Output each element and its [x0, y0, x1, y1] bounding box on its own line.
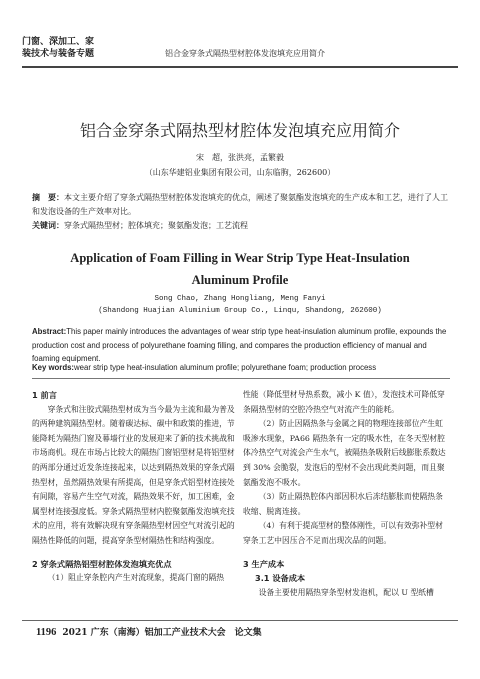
paper-title-en-line2: Aluminum Profile — [191, 273, 289, 287]
keywords-en-label: Key words: — [32, 363, 75, 372]
paper-title-en-line1: Application of Foam Filling in Wear Strip Type Heat-Insulation — [70, 251, 410, 265]
paper-title-cn: 铝合金穿条式隔热型材腔体发泡填充应用简介 — [79, 121, 400, 140]
paragraph: 设备主要使用隔热穿条型材发泡机，配以 U 型纸槽 — [258, 587, 434, 597]
keywords-cn-text: 穿条式隔热型材；腔体填充；聚氨酯发泡；工艺流程 — [64, 221, 248, 230]
running-title: 铝合金穿条式隔热型材腔体发泡填充应用简介 — [165, 49, 325, 58]
footer-rule — [22, 620, 458, 621]
affiliation-cn: （山东华建铝业集团有限公司，山东临朐，262600） — [144, 168, 336, 177]
page-number: 1196 — [36, 627, 57, 638]
subsection-heading-3-1: 3.1 设备成本 — [255, 573, 306, 584]
body-column-left — [32, 388, 237, 586]
journal-line-2: 装技术与装备专题 — [22, 49, 95, 59]
abstract-en-label: Abstract: — [32, 327, 67, 336]
abstract-cn-label: 摘 要： — [32, 193, 64, 202]
paragraph: 性能（降低型材导热系数，减小 K 值），发泡技术可降低穿条隔热型材的空腔冷热空气对流产生的能耗。 — [243, 390, 445, 414]
keywords-en — [32, 363, 450, 372]
authors-cn: 宋 超，张洪亮，孟繁毅 — [196, 153, 284, 162]
section-heading-1: 1 前言 — [32, 390, 57, 400]
keywords-cn-label: 关键词： — [32, 221, 64, 230]
paragraph: （1）阻止穿条腔内产生对流现象，提高门窗的隔热 — [47, 573, 225, 583]
abstract-en — [32, 325, 450, 366]
keywords-cn — [32, 220, 450, 231]
abstract-en-text: This paper mainly introduces the advantages of wear strip type heat-insulation aluminum profile, expounds the production cost and process of polyurethane foaming filling, and compares the production efficiency of manual and foaming equipment. — [32, 327, 447, 363]
footer-text: 2021 广东（南海）铝加工产业技术大会 论文集 — [62, 628, 262, 638]
keywords-en-text: wear strip type heat-insulation aluminum profile; polyurethane foam; production process — [74, 363, 377, 372]
paragraph: （4）有利于提高型材的整体刚性，可以有效弥补型材穿条工艺中因压合不足而出现次品的问题。 — [243, 521, 443, 545]
paragraph: （3）防止隔热腔体内部因积水后冻结膨胀而使隔热条收缩、脱离连接。 — [243, 492, 443, 516]
journal-section-label — [22, 36, 102, 60]
paragraph: （2）防止因隔热条与金属之间的物理连接部位产生虹吸渗水现象，PA66 隔热条有一定的吸水性，在冬天型材腔体冷热空气对流会产生水气，被隔热条吸附后线膨胀系数达到 30% 会脆裂，发泡后的型材不会出现此类问题，而且聚氨酯发泡不吸水。 — [243, 419, 446, 487]
affiliation-en: (Shandong Huajian Aluminium Group Co., Linqu, Shandong, 262600) — [98, 307, 382, 315]
abstract-cn-text: 本文主要介绍了穿条式隔热型材腔体发泡填充的优点，阐述了聚氨酯发泡填充的生产成本和工艺，进行了人工和发泡设备的生产效率对比。 — [32, 193, 448, 216]
authors-en: Song Chao, Zhang Hongliang, Meng Fanyi — [154, 295, 326, 303]
header-rule — [22, 66, 458, 68]
paper-title-en — [0, 247, 480, 291]
section-divider — [32, 378, 450, 379]
section-heading-3: 3 生产成本 — [243, 558, 285, 569]
body-column-right — [243, 388, 450, 600]
paragraph: 穿条式和注胶式隔热型材成为当今最为主流和最为普及的两种建筑隔热型材。随着碳达标、碳中和政策的推进，节能降耗为隔热门窗及幕墙行业的发展迎来了新的技术挑战和市场商机。现在市场占比较大的隔热门窗铝型材是将铝型材的两部分通过近发条连接起来，以达到隔热效果的穿条式隔热型材，虽然隔热效果有所提高，但是穿条式铝型材连接处有间隙，容易产生空气对流，隔热效果不好，加工困难，金属型材连接强度低。穿条式隔热型材内腔聚氨酯发泡填充技术的应用，将有效解决现有穿条隔热型材因空气对流引起的隔热性降低的问题，提高穿条型材隔热性和结构强度。 — [32, 404, 235, 545]
page-footer — [36, 625, 262, 638]
section-heading-2: 2 穿条式隔热铝型材腔体发泡填充优点 — [32, 558, 172, 569]
journal-line-1: 门窗、深加工、家 — [22, 37, 95, 47]
abstract-cn — [32, 191, 450, 219]
